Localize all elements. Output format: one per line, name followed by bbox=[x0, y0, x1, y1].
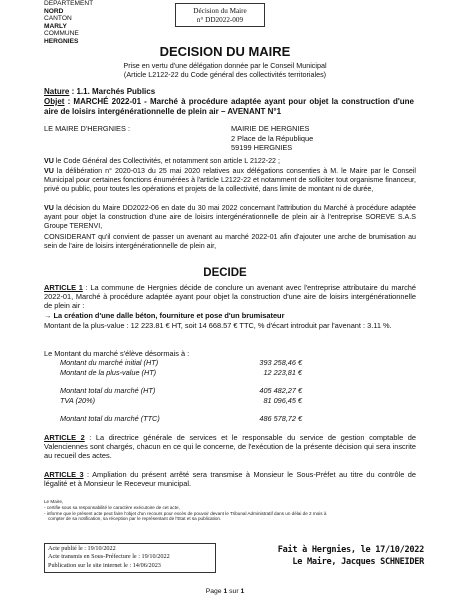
amount-value: 393 258,46 € bbox=[259, 358, 302, 367]
considerant-2 bbox=[44, 167, 416, 194]
article-3 bbox=[44, 470, 416, 488]
subtitle-delegation: Prise en vertu d'une délégation donnée par le Conseil Municipal bbox=[123, 61, 327, 70]
canton-name: MARLY bbox=[44, 22, 67, 30]
amount-label: Montant total du marché (TTC) bbox=[60, 414, 160, 423]
considerant-keyword: VU bbox=[44, 204, 54, 212]
considerant-text: le Code Général des Collectivités, et notamment son article L 2122-22 ; bbox=[53, 157, 280, 165]
page-total: 1 bbox=[240, 588, 245, 595]
article-2-label: ARTICLE 2 bbox=[44, 433, 85, 442]
considerant-keyword: VU bbox=[44, 157, 54, 165]
nature-value: : 1.1. Marchés Publics bbox=[69, 87, 156, 96]
department-label: DEPARTEMENT bbox=[44, 0, 94, 7]
department-name: NORD bbox=[44, 7, 64, 15]
amount-value: 81 096,45 € bbox=[263, 396, 302, 405]
nature-label: Nature bbox=[44, 87, 70, 96]
article-2-text: : La directrice générale de services et le responsable du service de gestion comptable de Valenciennes sont chargés, chacun en ce qui le concerne, de l'exécution de la présente décision qui sera inscrite au recueil des actes. bbox=[44, 433, 416, 461]
amount-value: 486 578,72 € bbox=[259, 414, 302, 423]
publication-box bbox=[44, 543, 216, 573]
considerant-text: la décision du Maire DD2022-06 en date du 30 mai 2022 concernant l'attribution du Marché à procédure adaptée ayant pour objet la construction d'une aire de loisirs intergénérationnelle de plein air à l'entreprise SOREVE S.A.S Groupe TERENVI, bbox=[44, 204, 416, 230]
nature-line bbox=[44, 87, 414, 97]
legal-note-line: Le Maire, bbox=[44, 499, 64, 504]
address-line: MAIRIE DE HERGNIES bbox=[231, 124, 310, 133]
amount-label: TVA (20%) bbox=[60, 396, 96, 405]
reference-line-1: Décision du Maire bbox=[193, 7, 247, 15]
subtitle-article: (Article L2122-22 du Code général des collectivités territoriales) bbox=[123, 70, 327, 79]
amount-label: Montant de la plus-value (HT) bbox=[60, 368, 157, 377]
legal-notes bbox=[44, 499, 414, 522]
considerant-text: CONSIDERANT qu'il convient de passer un avenant au marché 2022-01 afin d'ajouter une arche de brumisation au sein de l'aire de loisirs intergénérationnelle de plein air, bbox=[44, 233, 416, 250]
article-3-text: : Ampliation du présent arrêté sera transmise à Monsieur le Sous-Préfet au titre du contrôle de légalité et à Monsieur le Receveur municipal. bbox=[44, 470, 417, 489]
article-1-label: ARTICLE 1 bbox=[44, 283, 83, 292]
address-line: 2 Place de la République bbox=[231, 133, 314, 143]
considerant-text: la délibération n° 2020-013 du 25 mai 2020 relatives aux délégations consenties à M. le Maire par le Conseil Municipal pour certaines fonctions énumérées à l'article L2122-22 et notamment de solliciter tout organisme financeur, privé ou public, pour toutes les opérations et projets de la collectivité, dans limite de montant ni de durée, bbox=[44, 167, 416, 193]
footer-middle: sur bbox=[227, 588, 241, 595]
amount-label: Montant total du marché (HT) bbox=[60, 386, 156, 395]
reference-line-2: n° DD2022-009 bbox=[196, 16, 244, 24]
commune-label: COMMUNE bbox=[44, 30, 79, 38]
article-3-label: ARTICLE 3 bbox=[44, 470, 84, 479]
mairie-address bbox=[231, 124, 313, 153]
article-1-text: : La commune de Hergnies décide de conclure un avenant avec l'entreprise attributaire du marché 2022-01, Marché à procédure adaptée ayant pour objet la construction d'une aire de loisirs intergénérationnelle de plein air : bbox=[44, 283, 416, 311]
canton-label: CANTON bbox=[44, 15, 72, 23]
amount-value: 12 223,81 € bbox=[263, 368, 302, 377]
legal-note-line: compter de sa notification, sa réception par le représentant de l'Etat et sa publication. bbox=[48, 516, 222, 522]
objet-value: : MARCHÉ 2022-01 - Marché à procédure adaptée ayant pour objet la construction d'une aire de loisirs intergénérationnelle de plein air – AVENANT N°1 bbox=[44, 97, 414, 116]
amount-value: 405 482,27 € bbox=[259, 386, 302, 395]
address-line: 59199 HERGNIES bbox=[231, 143, 293, 153]
objet-line bbox=[44, 97, 414, 117]
commune-name: HERGNIES bbox=[44, 37, 79, 45]
decision-reference-box bbox=[175, 3, 265, 27]
signature-place-date: Fait à Hergnies, le 17/10/2022 bbox=[277, 545, 424, 555]
objet-label: Objet bbox=[44, 97, 65, 106]
considerant-keyword: VU bbox=[44, 167, 54, 175]
amount-label: Montant du marché initial (HT) bbox=[60, 358, 159, 367]
page-title: DECISION DU MAIRE bbox=[159, 44, 291, 59]
footer-prefix: Page bbox=[205, 588, 224, 595]
article-1-item: → La création d'une dalle béton, fourniture et pose d'un brumisateur bbox=[44, 311, 285, 320]
amounts-intro: Le Montant du marché s'élève désormais à : bbox=[44, 349, 190, 358]
decide-heading: DECIDE bbox=[203, 267, 247, 279]
legal-note-line: - informe que le présent acte peut faire l'objet d'un recours pour excès de pouvoir devant le Tribunal Administratif dans un délai de 2 mois à bbox=[44, 510, 327, 516]
publication-line: Acte publié le : 19/10/2022 bbox=[48, 545, 116, 552]
considerant-4 bbox=[44, 233, 416, 251]
administrative-header bbox=[44, 0, 93, 46]
article-2 bbox=[44, 433, 416, 460]
maire-label: LE MAIRE D'HERGNIES : bbox=[44, 124, 131, 133]
publication-line: Acte transmis en Sous-Préfecture le : 19/10/2022 bbox=[48, 553, 170, 561]
considerant-3 bbox=[44, 204, 416, 231]
publication-line: Publication sur le site internet le : 14/06/2023 bbox=[48, 561, 161, 569]
considerant-1 bbox=[44, 157, 416, 166]
page-number: 1 bbox=[223, 588, 228, 595]
page-footer bbox=[0, 588, 450, 595]
legal-note-line: - certifie sous sa responsabilité le caractère exécutoire de cet acte, bbox=[44, 504, 180, 510]
article-1-plus-value: Montant de la plus-value : 12 223.81 € HT, soit 14 668.57 € TTC, % d'écart introduit par l'avenant : 3.11 %. bbox=[44, 321, 392, 330]
article-1 bbox=[44, 283, 416, 310]
signature-name: Le Maire, Jacques SCHNEIDER bbox=[292, 557, 424, 567]
